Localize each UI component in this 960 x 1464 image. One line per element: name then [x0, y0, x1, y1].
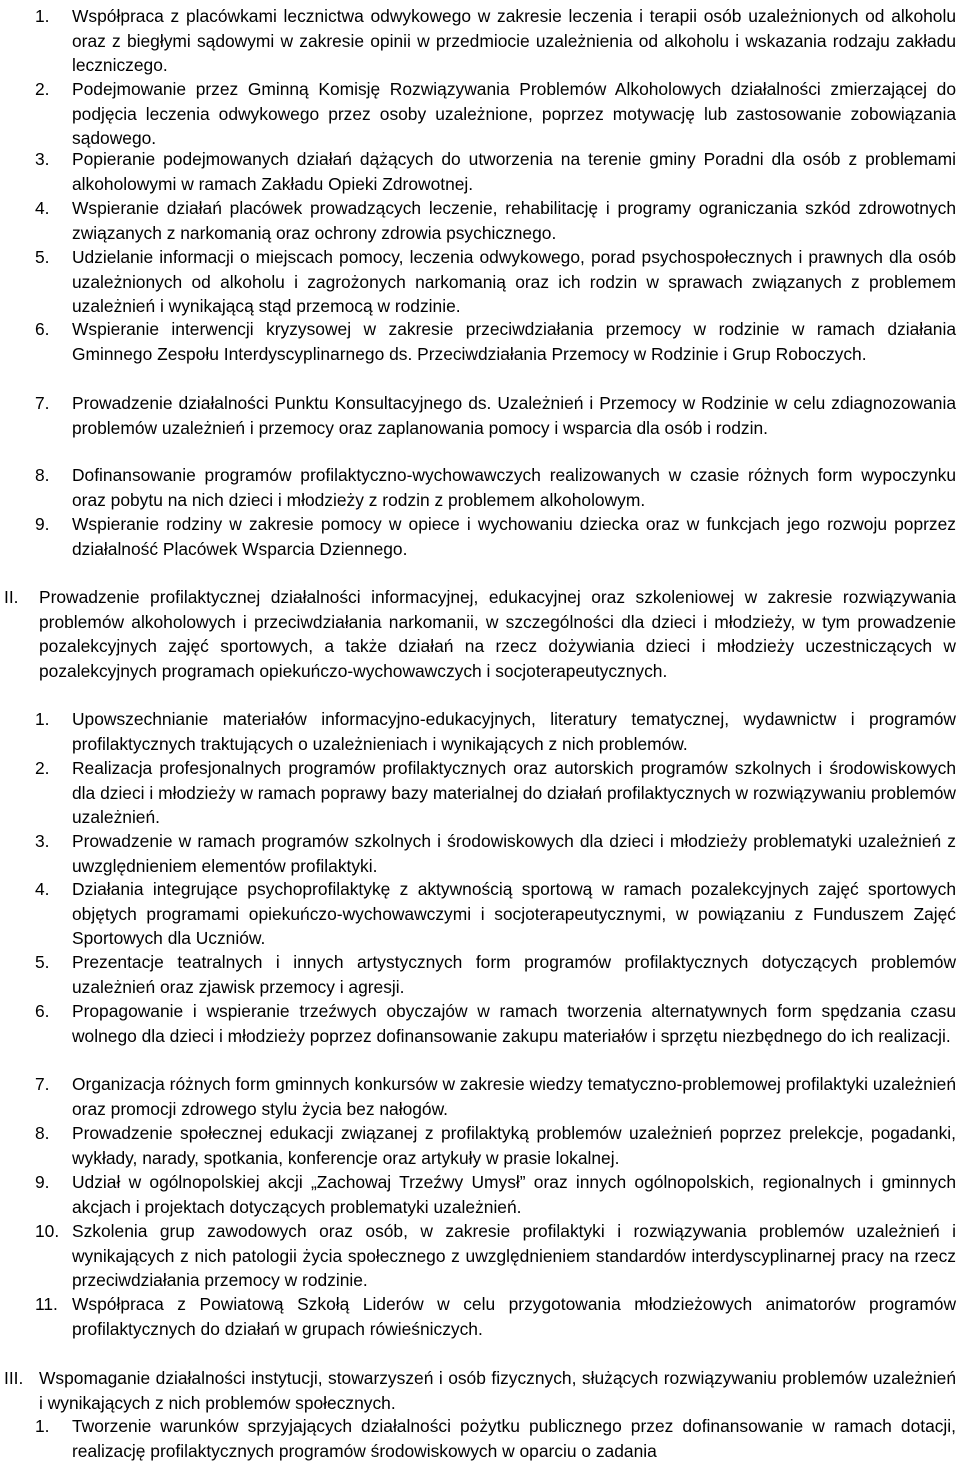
item-text: Upowszechnianie materiałów informacyjno-edukacyjnych, literatury tematycznej, wydawnictw i programów profilaktycznych traktujących o uzależnieniach i wynikających z nich problemów.: [72, 709, 956, 754]
item-text: Szkolenia grup zawodowych oraz osób, w zakresie profilaktyki i rozwiązywania problemów uzależnień i wynikających z nich patologii życia społecznego z uwzględnieniem standardów interdyscyplinarnej pracy na rzecz przeciwdziałania przemocy w rodzinie.: [72, 1221, 956, 1290]
item-text: Dofinansowanie programów profilaktyczno-wychowawczych realizowanych w czasie różnych form wypoczynku oraz pobytu na nich dzieci i młodzieży z rodzin z problemem alkoholowym.: [72, 465, 956, 510]
item-text: Popieranie podejmowanych działań dążących do utworzenia na terenie gminy Poradni dla osób z problemami alkoholowymi w ramach Zakładu Opieki Zdrowotnej.: [72, 149, 956, 194]
list-item: [35, 4, 956, 78]
list-item: [35, 1219, 956, 1293]
item-text: Wspieranie rodziny w zakresie pomocy w opiece i wychowaniu dziecka oraz w funkcjach jego rozwoju poprzez działalność Placówek Wsparcia Dziennego.: [72, 514, 956, 559]
list-item: [35, 1414, 956, 1463]
section-heading: [4, 585, 956, 683]
item-number: 7.: [35, 393, 50, 413]
list-item: [35, 1072, 956, 1121]
item-number: 11.: [35, 1294, 58, 1314]
item-number: 9.: [35, 514, 50, 534]
item-number: 5.: [35, 952, 50, 972]
item-number: 3.: [35, 149, 50, 169]
list-item: [35, 1170, 956, 1219]
item-text: Współpraca z Powiatową Szkołą Liderów w celu przygotowania młodzieżowych animatorów programów profilaktycznych do działań w grupach rówieśniczych.: [72, 1294, 956, 1339]
item-number: 1.: [35, 6, 50, 26]
list-item: [35, 463, 956, 512]
item-number: 5.: [35, 247, 50, 267]
list-item: [35, 950, 956, 999]
item-number: 2.: [35, 758, 50, 778]
list-item: [35, 317, 956, 366]
item-number: 4.: [35, 198, 50, 218]
list-item: [35, 877, 956, 951]
item-text: Wspieranie działań placówek prowadzących leczenie, rehabilitację i programy ograniczania szkód zdrowotnych związanych z narkomanią oraz ochrony zdrowia psychicznego.: [72, 198, 956, 243]
item-number: 8.: [35, 1123, 50, 1143]
item-number: 8.: [35, 465, 50, 485]
item-text: Prowadzenie w ramach programów szkolnych i środowiskowych dla dzieci i młodzieży problematyki uzależnień z uwzględnieniem elementów profilaktyki.: [72, 831, 956, 876]
section-text: Wspomaganie działalności instytucji, stowarzyszeń i osób fizycznych, służących rozwiązywaniu problemów uzależnień i wynikających z nich problemów społecznych.: [39, 1368, 956, 1413]
item-text: Propagowanie i wspieranie trzeźwych obyczajów w ramach tworzenia alternatywnych form spędzania czasu wolnego dla dzieci i młodzieży poprzez dofinansowanie zakupu materiałów i sprzętu niezbędnego do ich realizacji.: [72, 1001, 956, 1046]
list-item: [35, 391, 956, 440]
item-text: Współpraca z placówkami lecznictwa odwykowego w zakresie leczenia i terapii osób uzależnionych od alkoholu oraz z biegłymi sądowymi w zakresie opinii w przedmiocie uzależnienia od alkoholu i wskazania rodzaju zakładu leczniczego.: [72, 6, 956, 75]
list-item: [35, 1292, 956, 1341]
list-item: [35, 999, 956, 1048]
list-item: [35, 707, 956, 756]
item-number: 6.: [35, 1001, 50, 1021]
item-text: Prezentacje teatralnych i innych artystycznych form programów profilaktycznych dotyczących problemów uzależnień oraz zjawisk przemocy i agresji.: [72, 952, 956, 997]
item-text: Podejmowanie przez Gminną Komisję Rozwiązywania Problemów Alkoholowych działalności zmierzającej do podjęcia leczenia odwykowego przez osoby uzależnione, poprzez motywację lub zastosowanie zobowiązania sądowego.: [72, 79, 956, 148]
section-text: Prowadzenie profilaktycznej działalności informacyjnej, edukacyjnej oraz szkoleniowej w zakresie rozwiązywania problemów alkoholowych i przeciwdziałania narkomanii, w szczególności dla dzieci i młodzieży, w tym prowadzenie pozalekcyjnych zajęć sportowych, a także działań na rzecz dożywiania dzieci i młodzieży uczestniczących w pozalekcyjnych programach opiekuńczo-wychowawczych i socjoterapeutycznych.: [39, 587, 956, 681]
item-text: Prowadzenie działalności Punktu Konsultacyjnego ds. Uzależnień i Przemocy w Rodzinie w celu zdiagnozowania problemów uzależnień i przemocy oraz zaplanowania pomocy i wsparcia dla osób i rodzin.: [72, 393, 956, 438]
list-item: [35, 512, 956, 561]
item-text: Organizacja różnych form gminnych konkursów w zakresie wiedzy tematyczno-problemowej profilaktyki uzależnień oraz promocji zdrowego stylu życia bez nałogów.: [72, 1074, 956, 1119]
section-number: II.: [4, 587, 19, 607]
item-number: 4.: [35, 879, 50, 899]
item-text: Działania integrujące psychoprofilaktykę z aktywnością sportową w ramach pozalekcyjnych zajęć sportowych objętych programami opiekuńczo-wychowawczymi i socjoterapeutycznymi, w powiązaniu z Funduszem Zajęć Sportowych dla Uczniów.: [72, 879, 956, 948]
item-number: 9.: [35, 1172, 50, 1192]
item-number: 2.: [35, 79, 50, 99]
section-heading: [4, 1366, 956, 1415]
item-text: Wspieranie interwencji kryzysowej w zakresie przeciwdziałania przemocy w rodzinie w ramach działania Gminnego Zespołu Interdyscyplinarnego ds. Przeciwdziałania Przemocy w Rodzinie i Grup Roboczych.: [72, 319, 956, 364]
list-item: [35, 756, 956, 830]
item-text: Prowadzenie społecznej edukacji związanej z profilaktyką problemów uzależnień poprzez prelekcje, pogadanki, wykłady, narady, spotkania, konferencje oraz artykuły w prasie lokalnej.: [72, 1123, 956, 1168]
item-text: Udział w ogólnopolskiej akcji „Zachowaj Trzeźwy Umysł” oraz innych ogólnopolskich, regionalnych i gminnych akcjach i projektach dotyczących problematyki uzależnień.: [72, 1172, 956, 1217]
section-number: III.: [4, 1368, 24, 1388]
item-text: Udzielanie informacji o miejscach pomocy, leczenia odwykowego, porad psychospołecznych i prawnych dla osób uzależnionych od alkoholu i zagrożonych narkomanią oraz ich rodzin w sprawach związanych z problemem uzależnień i wynikającą stąd przemocą w rodzinie.: [72, 247, 956, 316]
item-number: 10.: [35, 1221, 60, 1241]
list-item: [35, 196, 956, 245]
list-item: [35, 77, 956, 151]
list-item: [35, 1121, 956, 1170]
item-number: 6.: [35, 319, 50, 339]
item-number: 7.: [35, 1074, 50, 1094]
list-item: [35, 147, 956, 196]
item-number: 3.: [35, 831, 50, 851]
list-item: [35, 829, 956, 878]
item-text: Tworzenie warunków sprzyjających działalności pożytku publicznego przez dofinansowanie w ramach dotacji, realizację profilaktycznych programów środowiskowych w oparciu o zadania: [72, 1416, 956, 1461]
item-text: Realizacja profesjonalnych programów profilaktycznych oraz autorskich programów szkolnych i środowiskowych dla dzieci i młodzieży w ramach poprawy bazy materialnej do działań profilaktycznych w rozwiązywaniu problemów uzależnień.: [72, 758, 956, 827]
item-number: 1.: [35, 709, 50, 729]
item-number: 1.: [35, 1416, 50, 1436]
list-item: [35, 245, 956, 319]
